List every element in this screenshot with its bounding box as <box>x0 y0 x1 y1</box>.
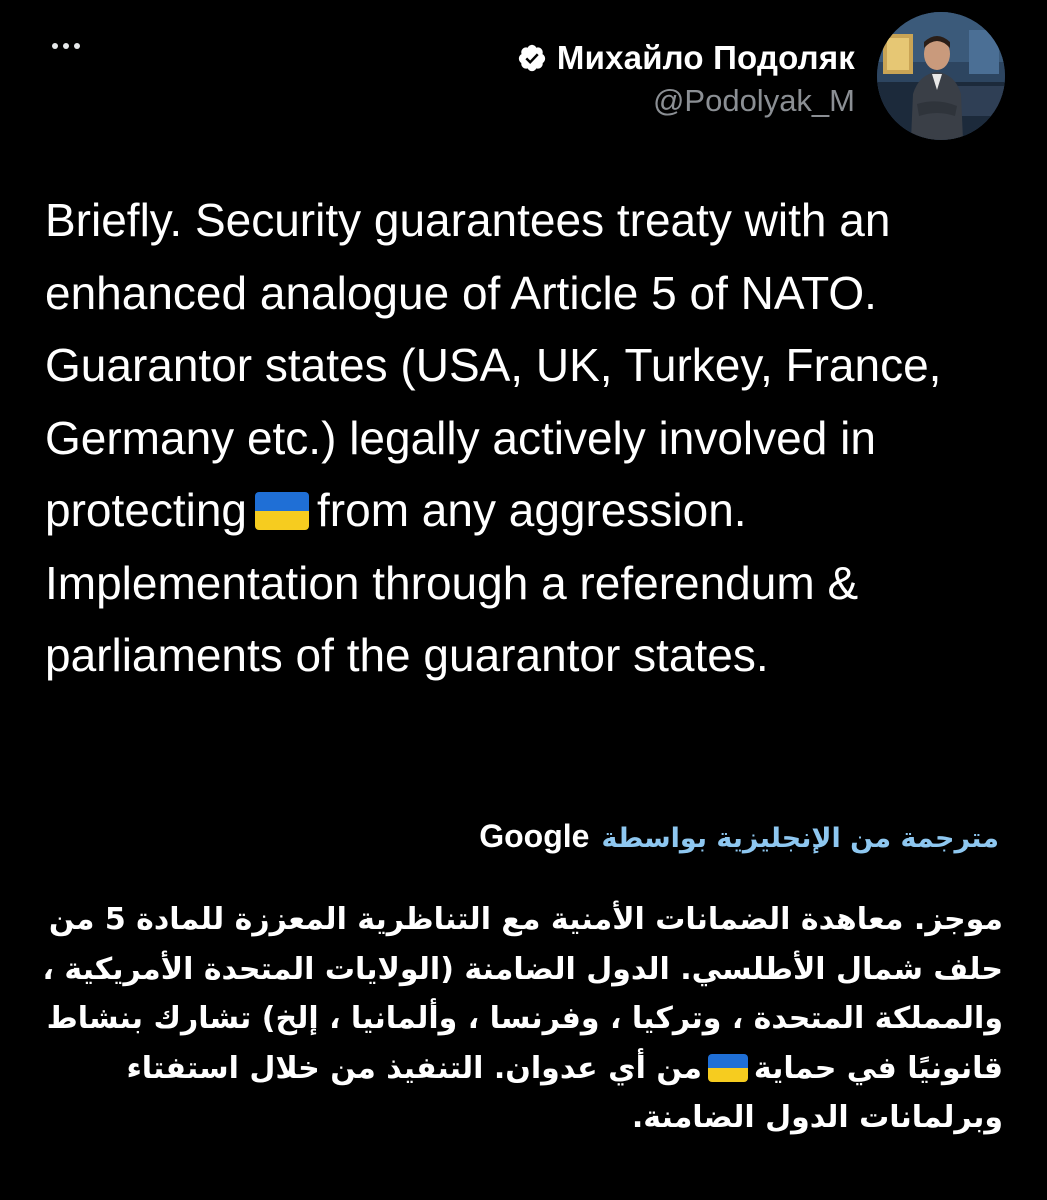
author-handle: @Podolyak_M <box>652 83 855 118</box>
more-horizontal-icon <box>52 43 58 49</box>
ukraine-flag-icon <box>255 492 309 530</box>
tweet-text-part2: from any aggression. Implementation through a referendum & parliaments of the guarantor states. <box>45 484 859 681</box>
translated-text-part1: موجز. معاهدة الضمانات الأمنية مع التناظرية المعززة للمادة 5 من حلف شمال الأطلسي. الدول الضامنة (الولايات المتحدة الأمريكية ، والمملكة المتحدة ، وتركيا ، وفرنسا ، وألمانيا ، إلخ) تشارك بنشاط قانونيًا في حماية <box>42 902 1003 1086</box>
more-options-button[interactable] <box>44 28 88 64</box>
tweet-author[interactable] <box>517 12 1005 140</box>
more-dot <box>74 43 80 49</box>
translated-text-part2: من أي عدوان. التنفيذ من خلال استفتاء وبرلمانات الدول الضامنة. <box>126 1050 1003 1135</box>
translated-text <box>42 895 1003 1143</box>
author-text <box>517 33 855 119</box>
author-avatar[interactable] <box>877 12 1005 140</box>
translation-attribution <box>479 818 999 855</box>
tweet-text-part1: Briefly. Security guarantees treaty with an enhanced analogue of Article 5 of NATO. Guarantor states (USA, UK, Turkey, France, Germany etc.) legally actively involved in protecting <box>45 194 942 536</box>
ukraine-flag-icon <box>708 1054 748 1082</box>
author-display-name: Михайло Подоляк <box>556 39 855 76</box>
translated-by-link[interactable]: مترجمة من الإنجليزية بواسطة <box>601 823 999 854</box>
author-name-row <box>517 39 855 77</box>
google-logo: Google <box>479 818 590 854</box>
more-dot <box>63 43 69 49</box>
verified-badge-icon <box>517 43 547 73</box>
tweet-text <box>45 184 1025 692</box>
